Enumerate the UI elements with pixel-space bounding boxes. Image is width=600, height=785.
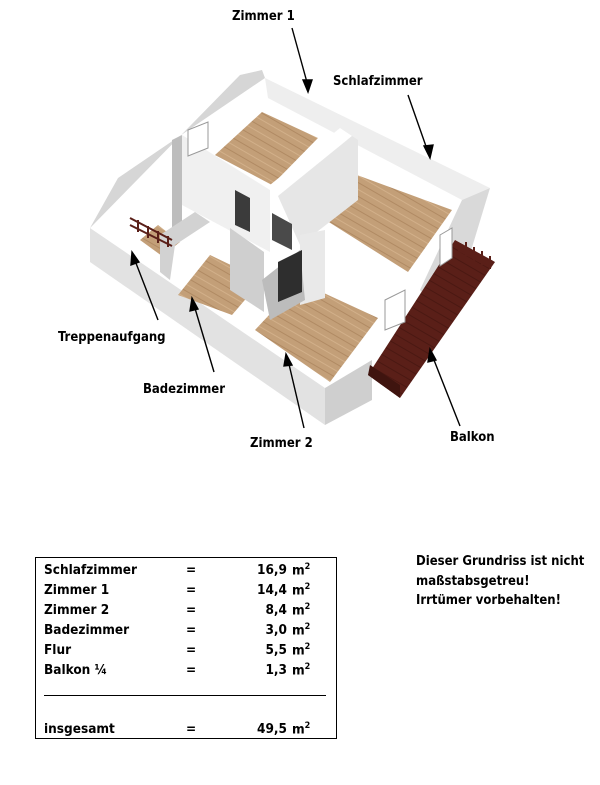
label-badezimmer: Badezimmer [143,382,225,397]
area-name: Zimmer 2 [44,602,110,618]
area-name: Badezimmer [44,622,130,638]
area-row [36,582,336,602]
area-row [36,622,336,642]
label-schlafzimmer: Schlafzimmer [333,74,423,89]
area-unit: $m^2$ [292,642,311,659]
area-equals: = [186,582,197,598]
area-equals: = [186,622,197,638]
area-value: 14,4 [257,582,287,598]
area-name: Schlafzimmer [44,562,137,578]
area-unit: $m^2$ [292,662,311,679]
area-unit: $m^2$ [292,582,311,599]
total-row [36,721,336,741]
area-value: 16,9 [257,562,287,578]
label-zimmer-1: Zimmer 1 [232,9,295,24]
table-divider [44,695,326,696]
area-value: 1,3 [265,662,287,678]
area-unit: $m^2$ [292,622,311,639]
area-name: Balkon ¼ [44,662,108,678]
area-row [36,642,336,662]
note-line: Irrtümer vorbehalten! [416,593,561,608]
area-row [36,602,336,622]
label-zimmer-2: Zimmer 2 [250,436,313,451]
disclaimer-note [416,552,584,611]
area-equals: = [186,642,197,658]
area-name: Zimmer 1 [44,582,110,598]
area-name: Flur [44,642,72,658]
note-line: Dieser Grundriss ist nicht [416,554,585,569]
area-unit: $m^2$ [292,602,311,619]
area-value: 3,0 [265,622,287,638]
area-row [36,562,336,582]
total-name: insgesamt [44,721,115,737]
total-equals: = [186,721,197,737]
note-line: maßstabsgetreu! [416,573,530,589]
area-value: 5,5 [265,642,287,658]
area-value: 8,4 [265,602,287,618]
area-row [36,662,336,682]
area-equals: = [186,662,197,678]
area-equals: = [186,602,197,618]
area-equals: = [186,562,197,578]
area-table [35,557,337,739]
label-treppenaufgang: Treppenaufgang [58,330,166,345]
label-balkon: Balkon [450,430,495,445]
area-unit: $m^2$ [292,562,311,579]
total-unit: $m^2$ [292,721,311,738]
total-value: 49,5 [257,721,287,737]
